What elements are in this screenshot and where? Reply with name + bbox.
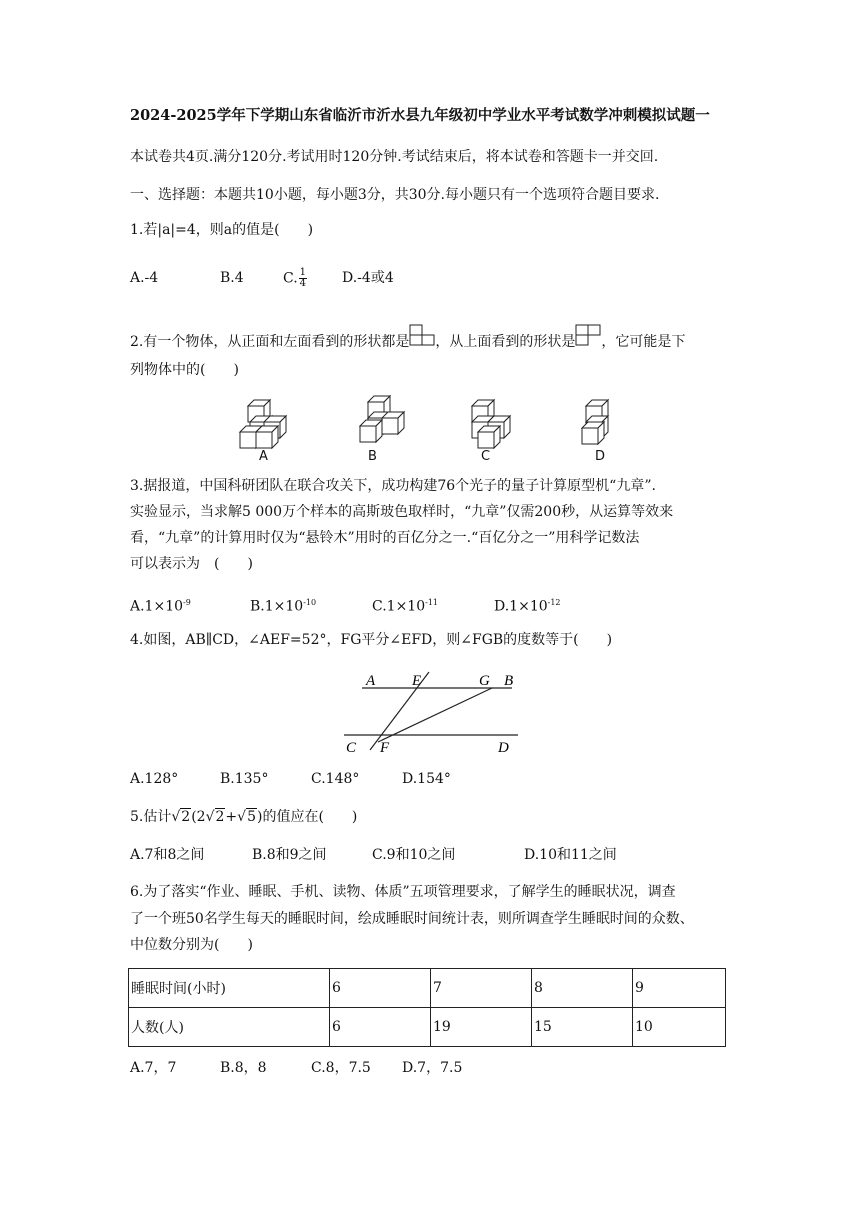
q2-text-2: ，从上面看到的形状是	[435, 334, 576, 350]
q4-option-d: D.154°	[402, 771, 451, 787]
q4-option-b: B.135°	[220, 771, 269, 787]
cube-face	[582, 428, 598, 444]
q6-option-a: A.7，7	[130, 1060, 177, 1076]
table-cell: 8	[532, 969, 633, 1008]
q5-option-a: A.7和8之间	[130, 847, 205, 863]
sleep-time-table	[128, 968, 726, 1047]
q3-option-c-base: C.1×10	[372, 598, 426, 615]
q1-option-d: D.-4或4	[342, 270, 394, 286]
q5-option-c: C.9和10之间	[372, 847, 456, 863]
table-cell: 6	[330, 969, 431, 1008]
point-a: A	[366, 673, 376, 689]
q1-fraction-denominator: 4	[299, 278, 307, 289]
sqrt-symbol: √	[205, 809, 215, 825]
q3-option-a-base: A.1×10	[130, 598, 184, 615]
table-cell: 15	[532, 1008, 633, 1047]
table-row	[129, 1008, 726, 1047]
cube-face	[478, 432, 494, 448]
point-f: F	[380, 740, 390, 756]
cube-figure-d	[582, 400, 608, 444]
q5-stem	[130, 807, 357, 827]
front-view-shape	[409, 330, 435, 348]
line-fg	[378, 688, 492, 742]
q4-option-a: A.128°	[130, 771, 179, 787]
table-cell: 7	[431, 969, 532, 1008]
table-cell: 19	[431, 1008, 532, 1047]
q4-option-c: C.148°	[311, 771, 360, 787]
cube-figure-b	[360, 396, 404, 442]
q6-line-3: 中位数分别为( )	[130, 937, 253, 953]
q3-option-d-exponent: -12	[547, 598, 561, 607]
q2-line-1	[130, 330, 685, 352]
q5-option-b: B.8和9之间	[252, 847, 327, 863]
q3-option-b	[250, 593, 316, 617]
q5-text-start: 5.估计	[130, 809, 172, 825]
q3-option-c-exponent: -11	[425, 598, 439, 607]
point-g: G	[479, 673, 490, 689]
q3-line-1: 3.据报道，中国科研团队在联合攻关下，成功构建76个光子的量子计算原型机“九章”.	[130, 478, 656, 494]
table-cell: 9	[633, 969, 726, 1008]
q1-option-a: A.-4	[130, 270, 159, 286]
q3-option-d-base: D.1×10	[494, 598, 548, 615]
figure-label-c: C	[481, 449, 491, 464]
figure-label-d: D	[595, 449, 606, 464]
q5-option-d: D.10和11之间	[524, 847, 617, 863]
q3-option-b-base: B.1×10	[250, 598, 304, 615]
table-cell: 睡眠时间(小时)	[129, 969, 330, 1008]
q2-text-1: 2.有一个物体，从正面和左面看到的形状都是	[130, 334, 410, 350]
exam-title: 2024-2025学年下学期山东省临沂市沂水县九年级初中学业水平考试数学冲刺模拟试题一	[130, 107, 710, 124]
table-cell: 6	[330, 1008, 431, 1047]
q6-option-d: D.7，7.5	[402, 1060, 463, 1076]
q4-geometry-figure	[340, 668, 520, 758]
q3-line-4: 可以表示为 ( )	[130, 556, 253, 572]
q3-option-d	[494, 593, 561, 617]
q5-radicand-1: 2	[181, 809, 191, 825]
exam-intro: 本试卷共4页.满分120分.考试用时120分钟.考试结束后，将本试卷和答题卡一并交回.	[130, 149, 659, 165]
table-cell: 人数(人)	[129, 1008, 330, 1047]
q3-option-b-exponent: -10	[303, 598, 317, 607]
q1-option-c-prefix: C.	[283, 270, 298, 287]
q3-line-2: 实验显示，当求解5 000万个样本的高斯玻色取样时，“九章”仅需200秒，从运算等效来	[130, 504, 674, 520]
cube-figure-c	[472, 400, 510, 448]
top-view-shape	[575, 330, 601, 348]
q1-fraction	[299, 268, 307, 289]
point-c: C	[346, 740, 357, 756]
table-cell: 10	[633, 1008, 726, 1047]
cube-face	[382, 418, 398, 434]
q1-option-b: B.4	[220, 270, 244, 286]
q6-option-b: B.8，8	[220, 1060, 267, 1076]
q5-text-mid: (2	[191, 809, 206, 825]
q1-stem: 1.若|a|=4，则a的值是( )	[130, 222, 314, 238]
sqrt-symbol: √	[237, 809, 247, 825]
q5-plus: +	[225, 809, 238, 825]
q2-line-2: 列物体中的( )	[130, 362, 239, 378]
q3-line-3: 看，“九章”的计算用时仅为“悬铃木”用时的百亿分之一.“百亿分之一”用科学记数法	[130, 530, 640, 546]
cube-face	[360, 426, 376, 442]
q6-option-c: C.8，7.5	[311, 1060, 371, 1076]
figure-label-b: B	[368, 449, 377, 464]
point-d: D	[498, 740, 509, 756]
q6-line-2: 了一个班50名学生每天的睡眠时间，绘成睡眠时间统计表，则所调查学生睡眠时间的众数、	[130, 911, 694, 927]
point-b: B	[504, 673, 514, 689]
q3-option-a-exponent: -9	[183, 598, 191, 607]
point-e: E	[412, 673, 422, 689]
sqrt-symbol: √	[171, 809, 181, 825]
cube-figure-a	[240, 400, 286, 448]
q2-text-3: ，它可能是下	[601, 334, 686, 350]
q2-cube-figures	[230, 392, 650, 462]
q6-line-1: 6.为了落实“作业、睡眠、手机、读物、体质”五项管理要求，了解学生的睡眠状况，调查	[130, 884, 676, 900]
table-row	[129, 969, 726, 1008]
q1-fraction-numerator: 1	[299, 267, 307, 278]
cube-face	[240, 432, 256, 448]
q4-stem: 4.如图，AB∥CD，∠AEF=52°，FG平分∠EFD，则∠FGB的度数等于( )	[130, 632, 613, 648]
q1-option-c	[283, 268, 308, 289]
q3-option-a	[130, 593, 191, 617]
figure-label-a: A	[259, 449, 268, 464]
q3-option-c	[372, 593, 438, 617]
q5-text-end: )的值应在( )	[257, 809, 358, 825]
q5-radicand-2: 2	[215, 809, 225, 825]
q5-radicand-3: 5	[247, 809, 256, 825]
cube-face	[256, 432, 272, 448]
section-heading: 一、选择题：本题共10小题，每小题3分，共30分.每小题只有一个选项符合题目要求.	[130, 187, 660, 203]
